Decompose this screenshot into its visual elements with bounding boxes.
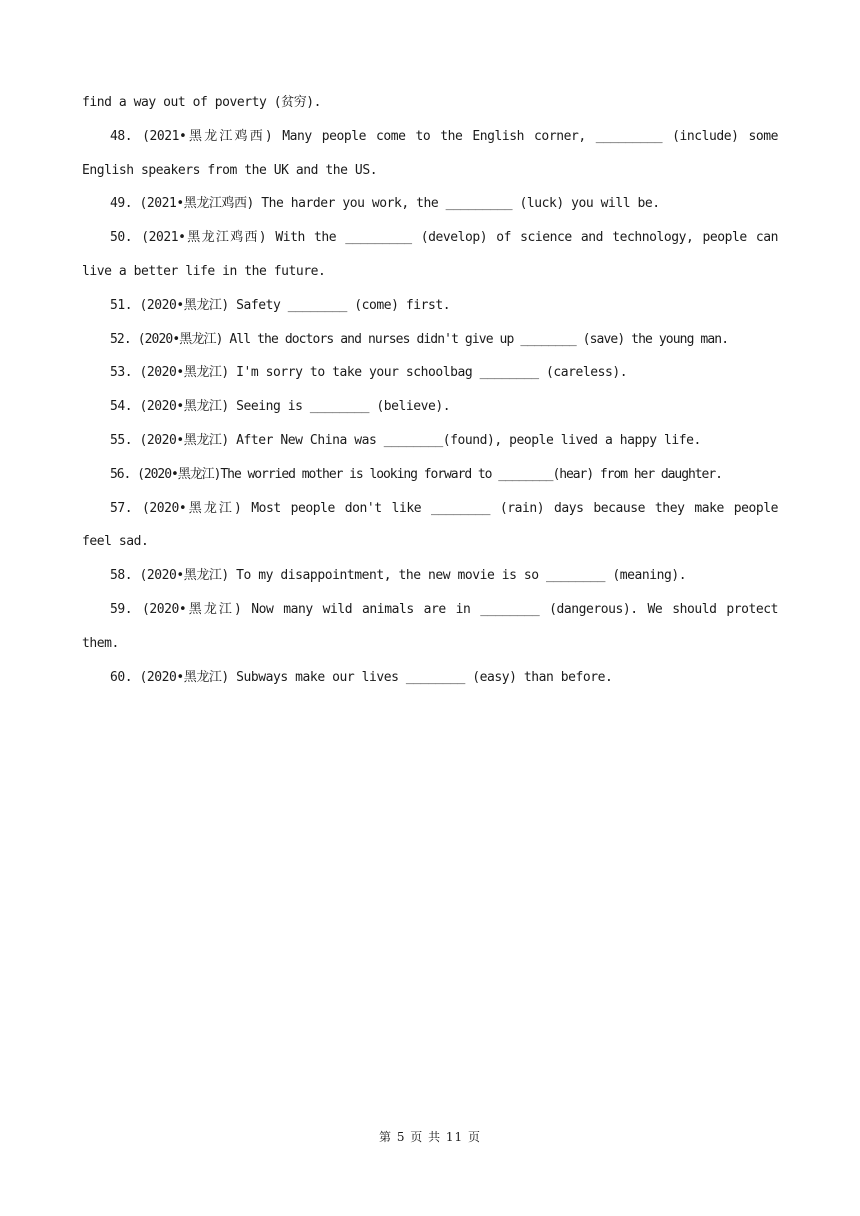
question-list [82, 86, 778, 694]
question-57-line-2: feel sad. [82, 534, 149, 550]
question-48-line-2: English speakers from the UK and the US. [82, 162, 378, 178]
question-50-line-1: 50. (2021•黑龙江鸡西) With the _________ (develop) of science and technology, people can [110, 230, 778, 246]
question-50-line-2: live a better life in the future. [82, 263, 326, 279]
question-53: 53. (2020•黑龙江) I'm sorry to take your schoolbag ________ (careless). [110, 365, 628, 381]
question-55: 55. (2020•黑龙江) After New China was ________(found), people lived a happy life. [110, 432, 701, 448]
question-59-line-1: 59. (2020•黑龙江) Now many wild animals are in ________ (dangerous). We should protect [110, 601, 778, 617]
page-footer: 第 5 页 共 11 页 [379, 1130, 481, 1144]
question-58: 58. (2020•黑龙江) To my disappointment, the new movie is so ________ (meaning). [110, 568, 687, 584]
question-54: 54. (2020•黑龙江) Seeing is ________ (believe). [110, 399, 451, 415]
text-line: find a way out of poverty (贫穷). [82, 95, 322, 110]
question-48-line-1: 48. (2021•黑龙江鸡西) Many people come to the English corner, _________ (include) some [110, 128, 778, 144]
question-60: 60. (2020•黑龙江) Subways make our lives ________ (easy) than before. [110, 669, 613, 685]
question-51: 51. (2020•黑龙江) Safety ________ (come) first. [110, 297, 451, 313]
question-57-line-1: 57. (2020•黑龙江) Most people don't like ________ (rain) days because they make people [110, 500, 778, 516]
question-56: 56. (2020•黑龙江)The worried mother is looking forward to ________(hear) from her daughter. [110, 466, 722, 482]
question-49: 49. (2021•黑龙江鸡西) The harder you work, the _________ (luck) you will be. [110, 196, 660, 212]
question-59-line-2: them. [82, 635, 119, 651]
question-52: 52. (2020•黑龙江) All the doctors and nurses didn't give up ________ (save) the young man. [110, 331, 729, 347]
